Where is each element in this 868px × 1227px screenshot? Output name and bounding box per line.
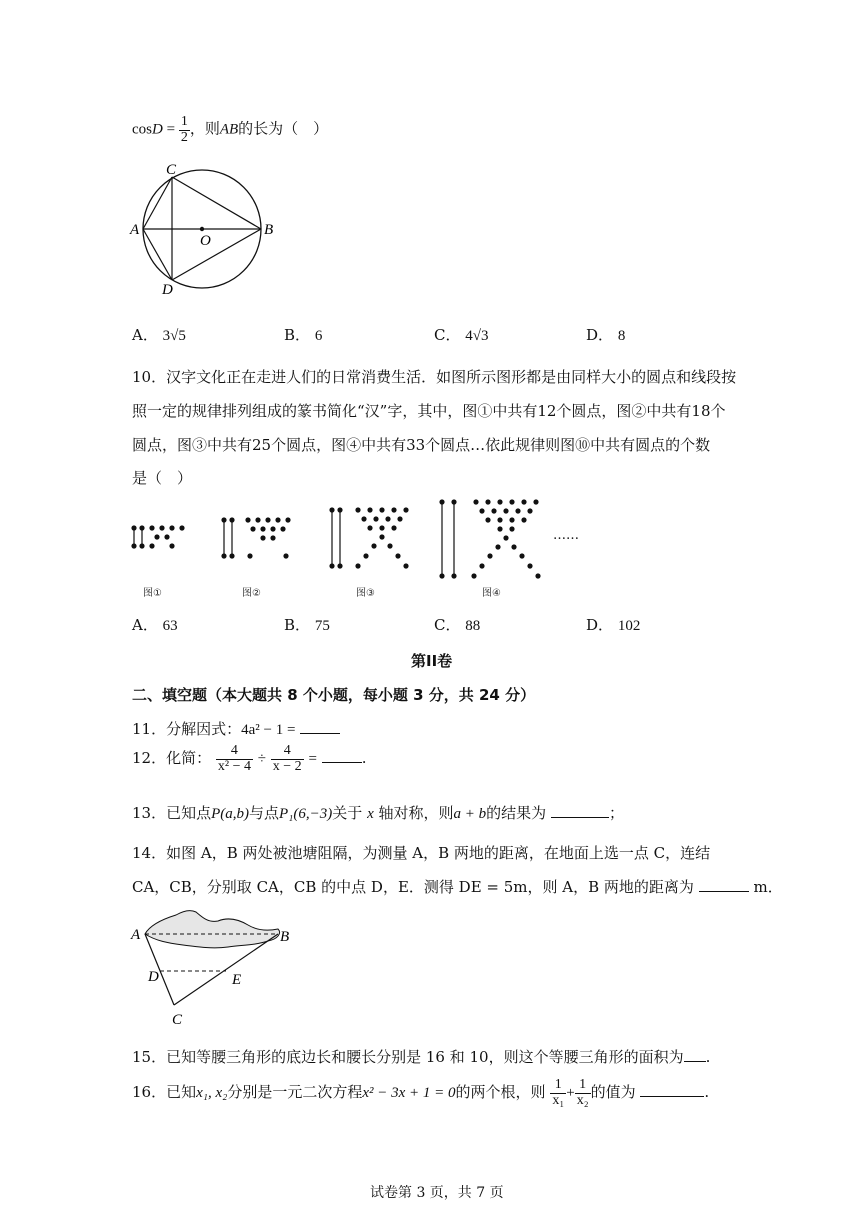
q10-line-3: 圆点，图③中共有25个圆点，图④中共有33个圆点…依此规律则图⑩中共有圆点的个数 xyxy=(132,436,711,454)
q10-option-b[interactable]: B． 75 xyxy=(284,616,330,634)
label-a: A xyxy=(130,222,140,238)
q11-answer-blank[interactable] xyxy=(300,719,340,734)
segment-db xyxy=(172,229,261,280)
q15-answer-blank[interactable] xyxy=(684,1047,706,1062)
segment-cb xyxy=(172,177,261,229)
q12: 12．化简： $\frac{4}{\text{x² − 4}}$ ÷ $\frac{4}{x - 2}$ = . xyxy=(132,743,367,774)
segment-ad xyxy=(143,229,172,280)
q10-ellipsis: …… xyxy=(553,528,579,543)
q16-fraction-1: $\frac{1}{\text{x₁}}$ xyxy=(552,1077,565,1108)
q10-caption-1: 图① xyxy=(143,588,162,599)
q9-fraction: $\frac{1}{2}$ xyxy=(180,114,188,145)
q14-line-2: CA，CB，分别取 CA，CB 的中点 D，E．测得 DE = 5m，则 A，B 两地的距离为 m． xyxy=(132,878,783,896)
pond-shape xyxy=(145,911,280,948)
q12-answer-blank[interactable] xyxy=(322,748,362,763)
q10-dot-figures xyxy=(126,494,596,586)
q15: 15．已知等腰三角形的底边长和腰长分别是 16 和 10，则这个等腰三角形的面积为 . xyxy=(132,1048,711,1066)
q11: 11．分解因式：4a² − 1 = xyxy=(132,718,340,739)
q9-option-a[interactable]: A． 3√5 xyxy=(132,326,186,344)
label-b: B xyxy=(264,222,274,238)
q14-pond-figure xyxy=(128,905,298,1030)
q10-caption-3: 图③ xyxy=(356,588,375,599)
q10-option-c[interactable]: C． 88 xyxy=(434,616,481,634)
label-a: A xyxy=(131,927,141,943)
q10-caption-2: 图② xyxy=(242,588,261,599)
label-o: O xyxy=(200,233,211,249)
figure-2 xyxy=(221,517,290,558)
q10-option-d[interactable]: D． 102 xyxy=(586,616,641,634)
q10-option-a[interactable]: A． 63 xyxy=(132,616,178,634)
center-point xyxy=(200,227,204,231)
q9-option-b[interactable]: B． 6 xyxy=(284,326,323,344)
q10-line-4: 是（ ） xyxy=(132,469,193,487)
section-heading: 二、填空题（本大题共 8 个小题，每小题 3 分，共 24 分） xyxy=(132,686,536,704)
q14-line-1: 14．如图 A，B 两处被池塘阻隔，为测量 A，B 两地的距离，在地面上选一点 C，连结 xyxy=(132,844,711,862)
q9-option-d[interactable]: D． 8 xyxy=(586,326,626,344)
q9-circle-figure xyxy=(128,160,288,300)
q13: 13．已知点P(a,b)与点P₁(6,−3)关于 x 轴对称，则a + b的结果为 ； xyxy=(132,804,624,822)
figure-1 xyxy=(131,525,184,548)
q14-answer-blank[interactable] xyxy=(699,877,749,892)
label-d: D xyxy=(148,969,159,985)
label-d: D xyxy=(162,282,173,298)
segment-ac xyxy=(143,177,172,229)
label-e: E xyxy=(232,972,242,988)
figure-3 xyxy=(329,507,408,568)
label-c: C xyxy=(172,1012,183,1028)
q10-line-1: 10．汉字文化正在走进人们的日常消费生活．如图所示图形都是由同样大小的圆点和线段按 xyxy=(132,368,737,386)
q10-line-2: 照一定的规律排列组成的篆书简化“汉”字，其中，图①中共有12个圆点，图②中共有18个 xyxy=(132,402,726,420)
q16-fraction-2: $\frac{1}{\text{x₂}}$ xyxy=(576,1077,589,1108)
figure-4 xyxy=(439,499,540,578)
q16-answer-blank[interactable] xyxy=(640,1082,704,1097)
q12-fraction-2: $\frac{4}{x - 2}$ xyxy=(272,743,302,774)
label-c: C xyxy=(166,162,177,178)
q16: 16．已知x₁, x₂分别是一元二次方程x² − 3x + 1 = 0的两个根，则 $\frac{1}{\text{x₁}}$ + $\frac{1}{\text{x₂}}$ 的值为 . xyxy=(132,1077,710,1108)
q9-option-c[interactable]: C． 4√3 xyxy=(434,326,489,344)
q10-caption-4: 图④ xyxy=(482,588,501,599)
q12-fraction-1: $\frac{4}{\text{x² − 4}}$ xyxy=(217,743,251,774)
label-b: B xyxy=(280,929,290,945)
q9-condition: cosD = $\frac{1}{2}$ ，则AB的长为（ ） xyxy=(132,114,329,145)
volume-title: 第II卷 xyxy=(411,652,453,670)
page-footer: 试卷第 3 页，共 7 页 xyxy=(370,1185,504,1201)
q13-answer-blank[interactable] xyxy=(551,803,609,818)
